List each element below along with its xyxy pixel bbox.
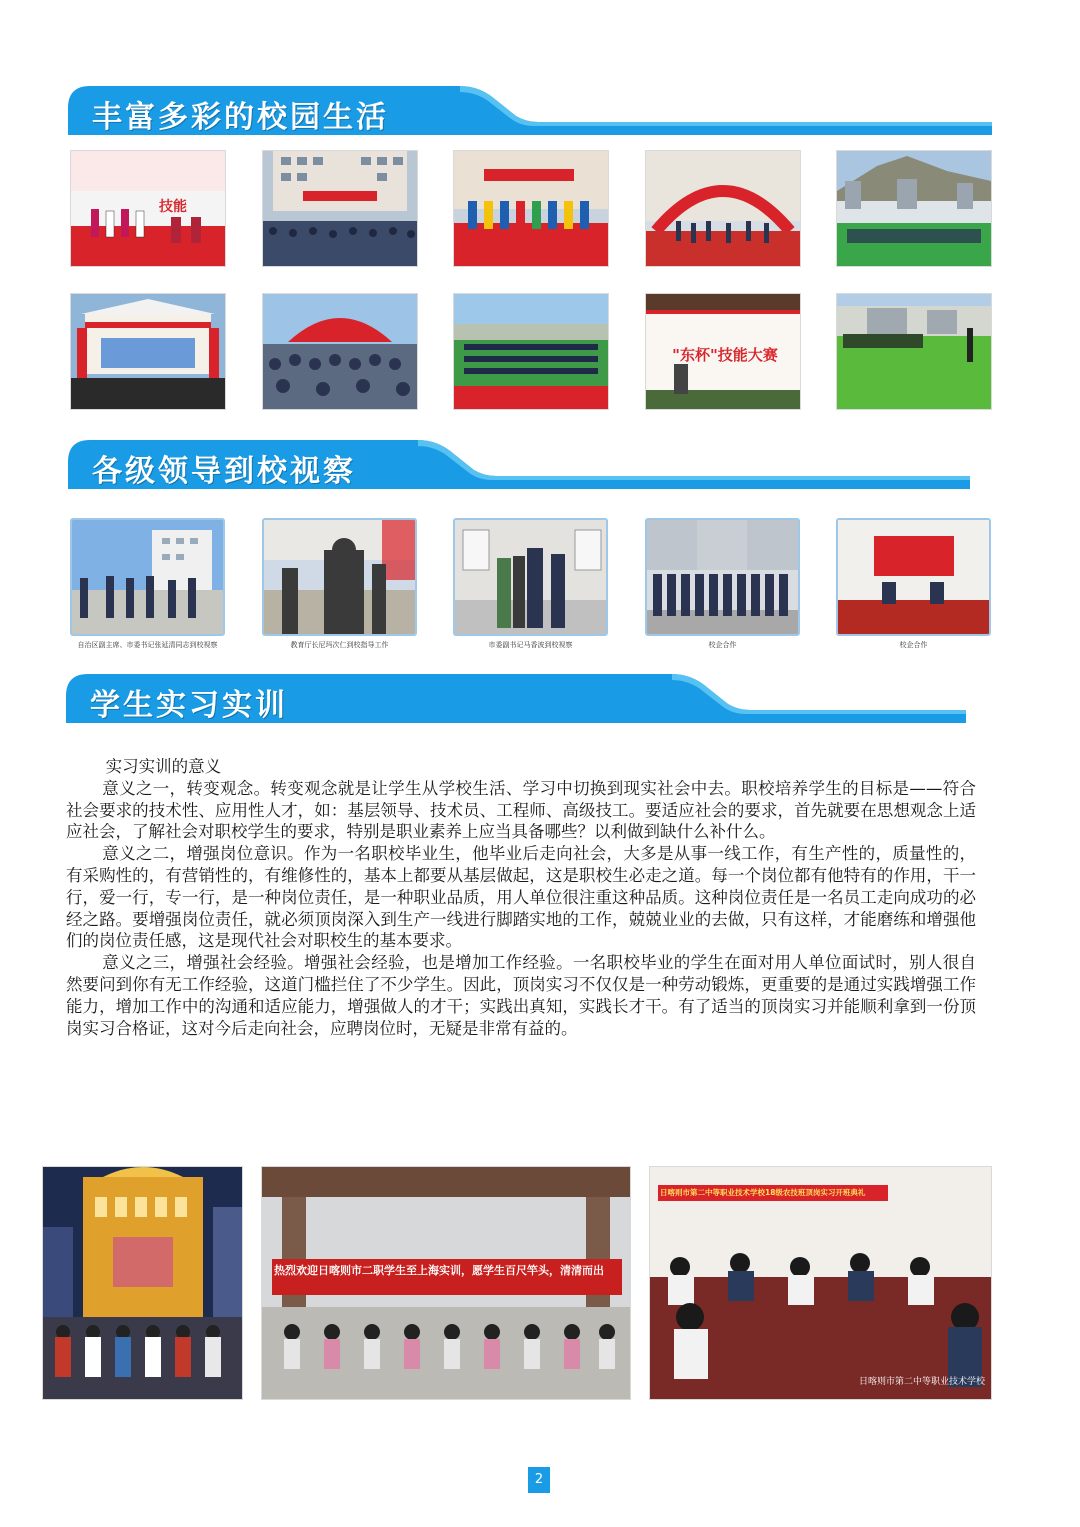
- campus-photo-2: [262, 150, 418, 267]
- leader-caption-5: 校企合作: [899, 641, 928, 649]
- leader-caption-1: 自治区副主席、市委书记张延清同志到校视察: [77, 641, 218, 649]
- internship-banner: [66, 674, 966, 726]
- article-paragraph-2: 意义之二，增强岗位意识。作为一名职校毕业生，他毕业后走向社会，大多是从事一线工作，有生产性的，质量性的，有采购性的，有营销性的，有维修性的，基本上都要从基层做起，这是职校生必走之道。每一个岗位都有他特有的作用，干一行，爱一行，专一行，是一种岗位责任，是一种职业品质，用人单位很注重这种品质。这种岗位责任是一名员工走向成功的必经之路。要增强岗位责任，就必须顶岗深入到生产一线进行脚踏实地的工作，兢兢业业的去做，只有这样，才能磨练和增强他们的岗位责任感，这是现代社会对职校生的基本要求。: [66, 844, 976, 951]
- leaders-banner: [68, 440, 970, 492]
- campus-photo-4: [645, 150, 801, 267]
- section-title-leaders: 各级领导到校视察: [92, 454, 356, 489]
- welcome-banner-text: 热烈欢迎日喀则市二职学生至上海实训，愿学生百尺竿头，清清而出: [274, 1264, 604, 1277]
- ceremony-banner-text: 日喀则市第二中等职业技术学校18级农技班顶岗实习开班典礼: [660, 1188, 866, 1197]
- section-title-internship: 学生实习实训: [90, 688, 288, 723]
- campus-photo-10: [836, 293, 992, 410]
- leader-caption-4: 校企合作: [708, 641, 737, 649]
- svg-text:技能: 技能: [159, 199, 187, 215]
- campus-photo-5: [836, 150, 992, 267]
- campus-photo-1: [70, 150, 226, 267]
- leader-photo-5: [836, 518, 991, 636]
- campus-life-banner: [68, 86, 992, 138]
- article-paragraph-1: 意义之一，转变观念。转变观念就是让学生从学校生活、学习中切换到现实社会中去。职校培养学生的目标是——符合社会要求的技术性、应用性人才，如：基层领导、技术员、工程师、高级技工。要适应社会的要求，首先就要在思想观念上适应社会，了解社会对职校学生的要求，特别是职业素养上应当具备哪些？以利做到缺什么补什么。: [66, 778, 976, 842]
- internship-photo-ceremony: [649, 1166, 992, 1400]
- internship-article: [66, 756, 976, 1039]
- leader-photo-1: [70, 518, 225, 636]
- leader-photo-3: [453, 518, 608, 636]
- leader-caption-2: 教育厅长尼玛次仁到校指导工作: [290, 641, 389, 649]
- article-heading: 实习实训的意义: [105, 757, 222, 776]
- campus-photo-9: [645, 293, 801, 410]
- photo-watermark: 日喀则市第二中等职业技术学校: [858, 1377, 985, 1387]
- leader-caption-3: 市委副书记马香波到校视察: [488, 641, 573, 649]
- leader-photo-2: [262, 518, 417, 636]
- campus-photo-7: [262, 293, 418, 410]
- skill-contest-text: "东杯"技能大赛: [672, 346, 778, 364]
- leader-photo-4: [645, 518, 800, 636]
- campus-photo-8: [453, 293, 609, 410]
- article-paragraph-3: 意义之三，增强社会经验。增强社会经验，也是增加工作经验。一名职校毕业的学生在面对用人单位面试时，别人很自然要问到你有无工作经验，这道门槛拦住了不少学生。因此，顶岗实习不仅仅是一种劳动锻炼，更重要的是通过实践增强工作能力，增加工作中的沟通和适应能力，增强做人的才干；实践出真知，实践长才干。有了适当的顶岗实习并能顺利拿到一份顶岗实习合格证，这对今后走向社会，应聘岗位时，无疑是非常有益的。: [66, 953, 976, 1038]
- campus-photo-3: [453, 150, 609, 267]
- internship-photo-shanghai-night: [42, 1166, 243, 1400]
- page-number: 2: [528, 1467, 550, 1493]
- internship-photo-group-banner: [261, 1166, 631, 1400]
- section-title-campus-life: 丰富多彩的校园生活: [92, 100, 389, 135]
- campus-photo-6: [70, 293, 226, 410]
